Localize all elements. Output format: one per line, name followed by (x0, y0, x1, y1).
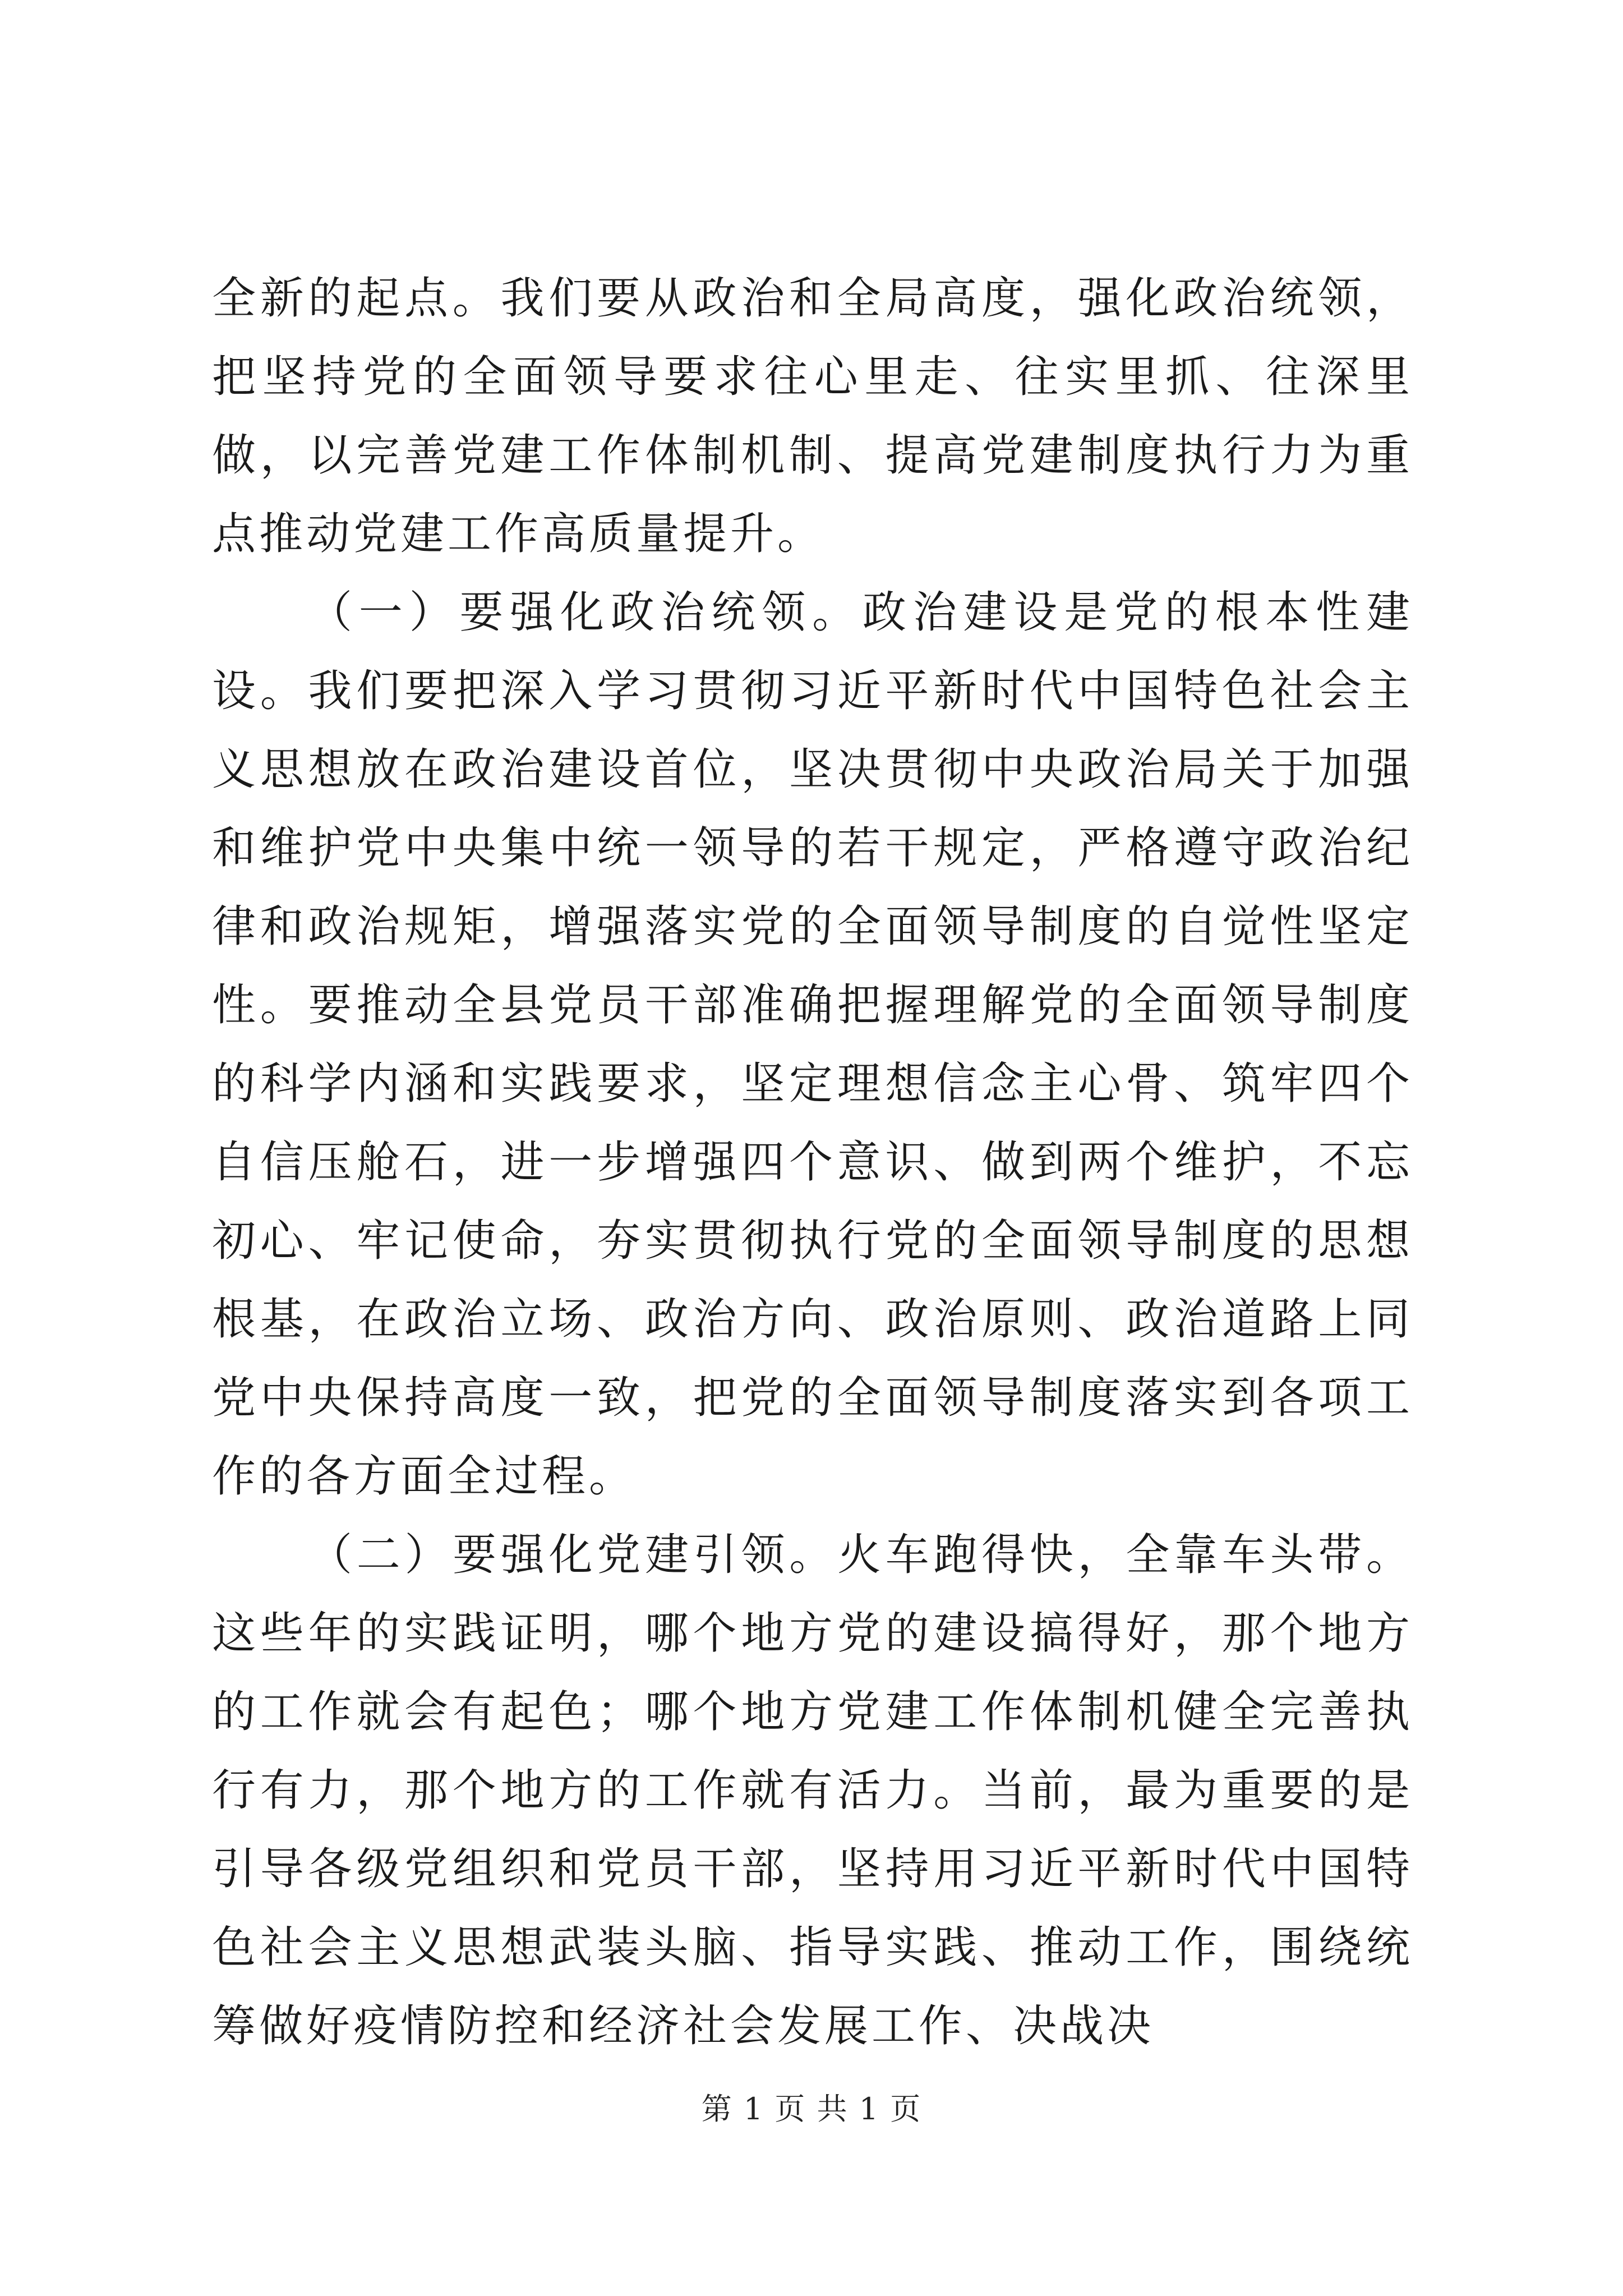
paragraph-2: （一）要强化政治统领。政治建设是党的根本性建设。我们要把深入学习贯彻习近平新时代中国特色社会主义思想放在政治建设首位，坚决贯彻中央政治局关于加强和维护党中央集中统一领导的若干规定，严格遵守政治纪律和政治规矩，增强落实党的全面领导制度的自觉性坚定性。要推动全县党员干部准确把握理解党的全面领导制度的科学内涵和实践要求，坚定理想信念主心骨、筑牢四个自信压舱石，进一步增强四个意识、做到两个维护，不忘初心、牢记使命，夯实贯彻执行党的全面领导制度的思想根基，在政治立场、政治方向、政治原则、政治道路上同党中央保持高度一致，把党的全面领导制度落实到各项工作的各方面全过程。 (212, 587, 1413, 1502)
document-body (212, 259, 1413, 2065)
paragraph-3: （二）要强化党建引领。火车跑得快，全靠车头带。这些年的实践证明，哪个地方党的建设搞得好，那个地方的工作就会有起色；哪个地方党建工作体制机健全完善执行有力，那个地方的工作就有活力。当前，最为重要的是引导各级党组织和党员干部，坚持用习近平新时代中国特色社会主义思想武装头脑、指导实践、推动工作，围绕统筹做好疫情防控和经济社会发展工作、决战决 (212, 1530, 1413, 2051)
page-footer: 第 1 页 共 1 页 (701, 2091, 922, 2127)
paragraph-1: 全新的起点。我们要从政治和全局高度，强化政治统领，把坚持党的全面领导要求往心里走、往实里抓、往深里做，以完善党建工作体制机制、提高党建制度执行力为重点推动党建工作高质量提升。 (212, 273, 1413, 559)
